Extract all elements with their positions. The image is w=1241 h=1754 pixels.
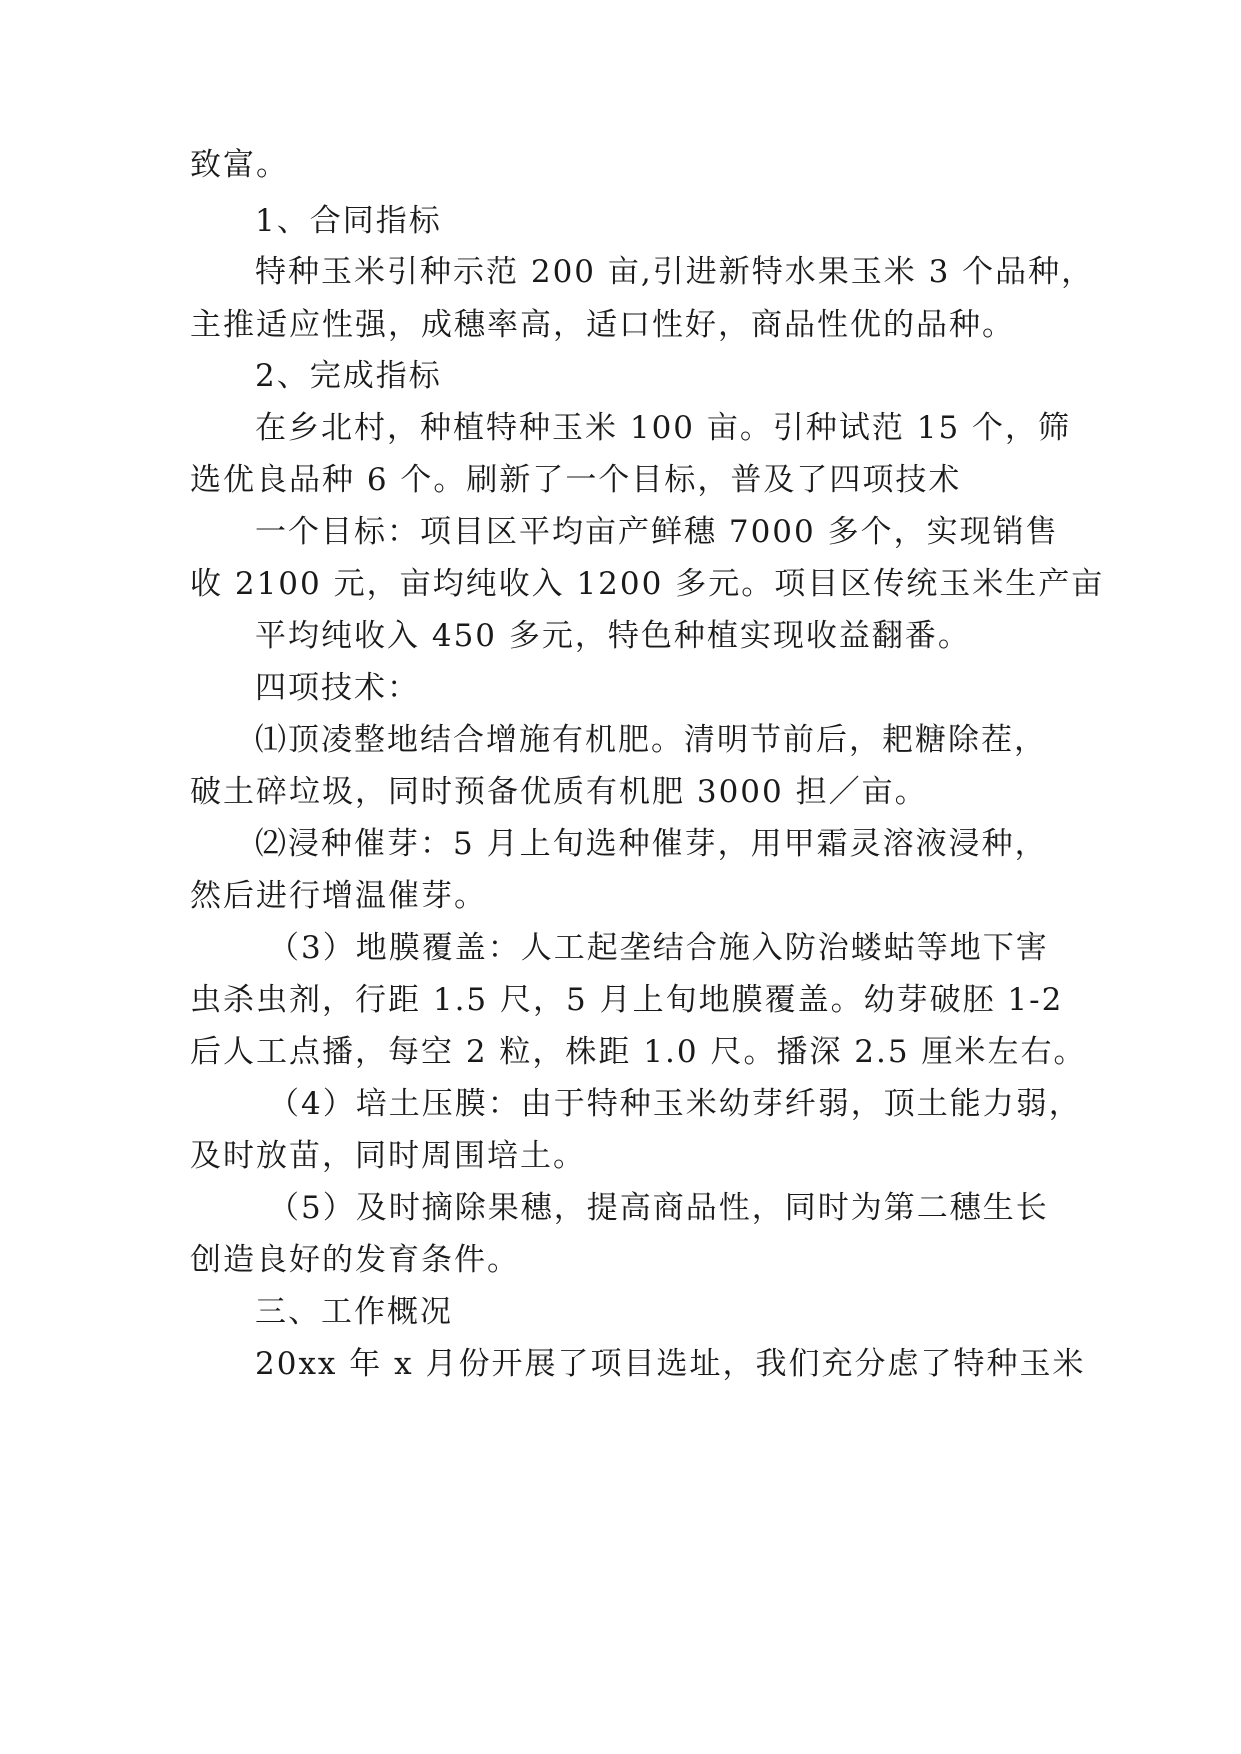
list-item-line: 创造良好的发育条件。 — [190, 1242, 520, 1278]
list-item-line: ⑵浸种催芽：5 月上旬选种催芽，用甲霜灵溶液浸种， — [255, 826, 1048, 862]
list-item-line: 虫杀虫剂，行距 1.5 尺，5 月上旬地膜覆盖。幼芽破胚 1-2 — [190, 982, 1064, 1018]
section-heading-four-techniques: 四项技术： — [255, 670, 420, 706]
paragraph-line: 特种玉米引种示范 200 亩,引进新特水果玉米 3 个品种， — [255, 254, 1095, 290]
paragraph-line: 在乡北村，种植特种玉米 100 亩。引种试范 15 个，筛 — [255, 410, 1072, 446]
list-item-line: （5）及时摘除果穗，提高商品性，同时为第二穗生长 — [268, 1190, 1049, 1226]
list-item-line: 及时放苗，同时周围培土。 — [190, 1138, 586, 1174]
list-item-line: （3）地膜覆盖：人工起垄结合施入防治蝼蛄等地下害 — [268, 930, 1049, 966]
list-item-line: 后人工点播，每空 2 粒，株距 1.0 尺。播深 2.5 厘米左右。 — [190, 1034, 1087, 1070]
list-item-line: 破土碎垃圾，同时预备优质有机肥 3000 担／亩。 — [190, 774, 928, 810]
section-heading-contract-targets: 1、合同指标 — [255, 203, 442, 239]
list-item-line: ⑴顶凌整地结合增施有机肥。清明节前后，耙糖除茬， — [255, 722, 1047, 758]
paragraph-line: 致富。 — [190, 147, 289, 183]
list-item-line: （4）培土压膜：由于特种玉米幼芽纤弱，顶土能力弱， — [268, 1086, 1082, 1122]
paragraph-line: 平均纯收入 450 多元，特色种植实现收益翻番。 — [255, 618, 971, 654]
paragraph-line: 选优良品种 6 个。刷新了一个目标，普及了四项技术 — [190, 462, 962, 498]
paragraph-line: 一个目标：项目区平均亩产鲜穗 7000 多个，实现销售 — [255, 514, 1059, 550]
paragraph-line: 收 2100 元，亩均纯收入 1200 多元。项目区传统玉米生产亩 — [190, 566, 1105, 602]
paragraph-line: 主推适应性强，成穗率高，适口性好，商品性优的品种。 — [190, 307, 1015, 343]
section-heading-completed-targets: 2、完成指标 — [255, 358, 442, 394]
section-heading-work-overview: 三、工作概况 — [255, 1294, 453, 1330]
list-item-line: 然后进行增温催芽。 — [190, 878, 487, 914]
paragraph-line: 20xx 年 x 月份开展了项目选址，我们充分虑了特种玉米 — [255, 1346, 1086, 1382]
